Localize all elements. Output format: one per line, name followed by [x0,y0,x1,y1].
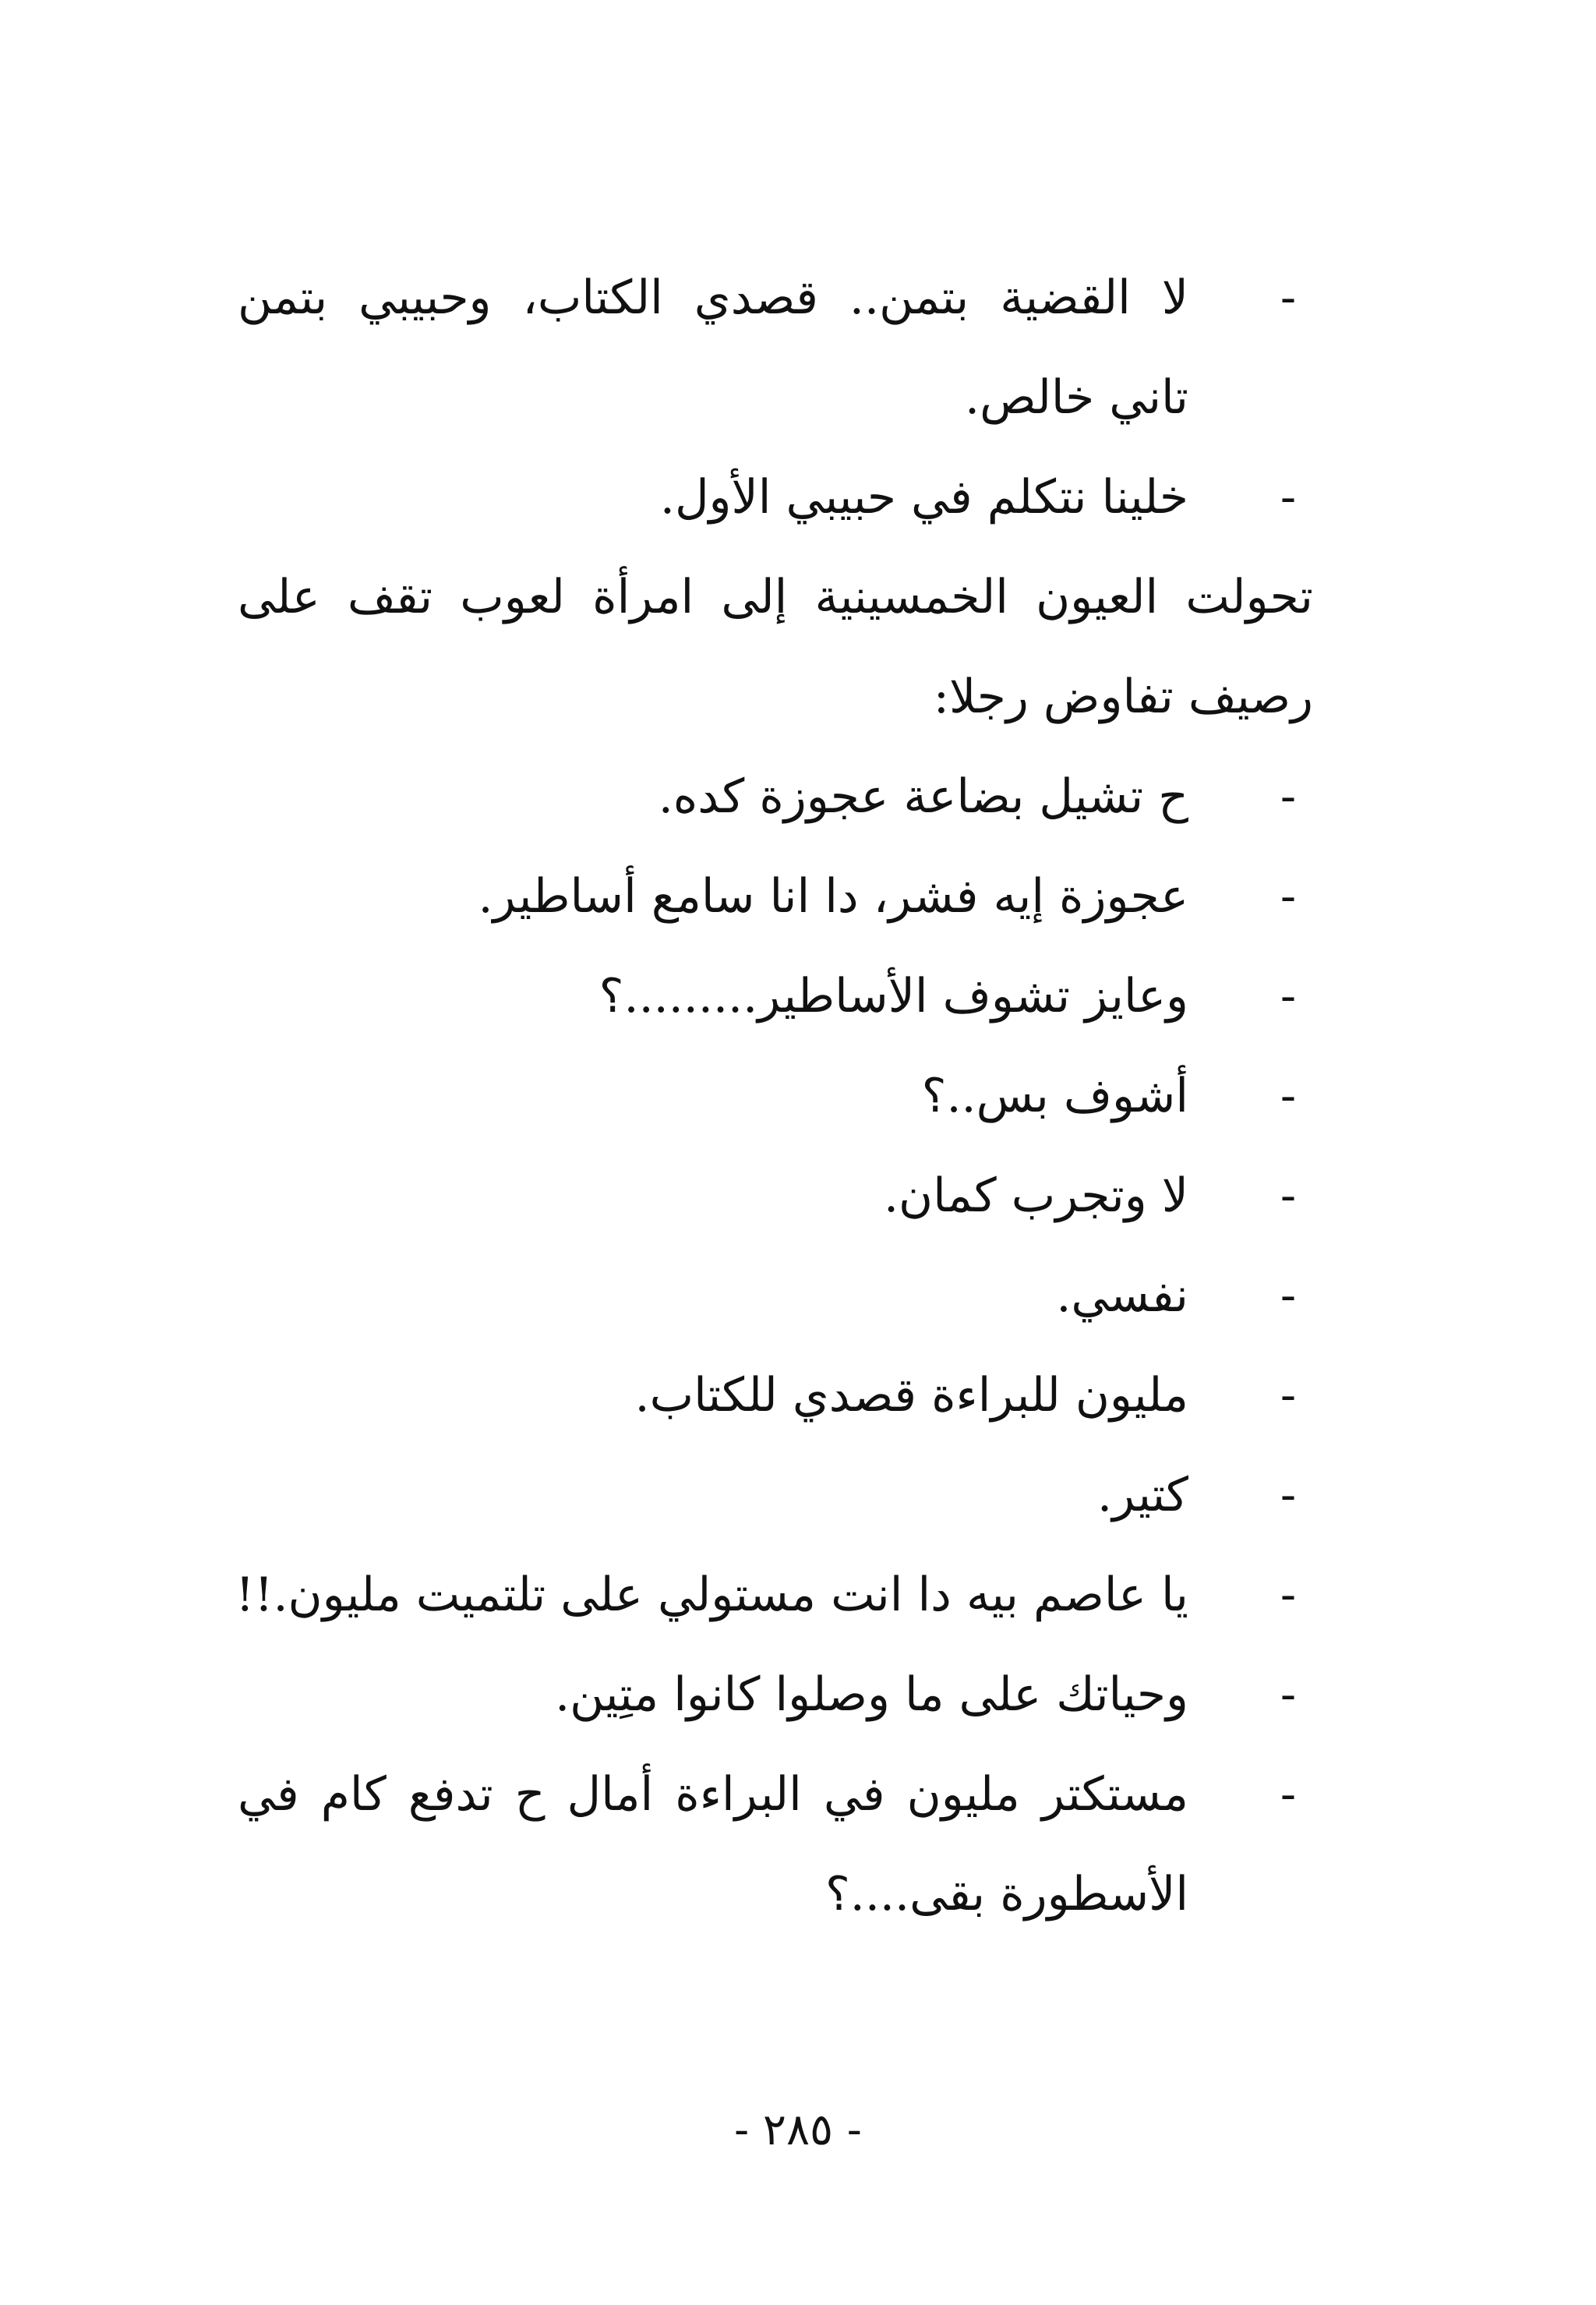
line-text: تاني خالص. [965,370,1188,425]
line-text: وحياتك على ما وصلوا كانوا متِين. [555,1667,1188,1722]
line-text: يا عاصم بيه دا انت مستولي على تلتميت مليون.!! [235,1568,1188,1622]
line-text: لا وتجرب كمان. [883,1168,1188,1223]
dialogue-line [238,1246,1313,1345]
dialogue-line [238,1345,1313,1445]
line-text: ح تشيل بضاعة عجوزة كده. [658,769,1188,824]
dialogue-line [238,1645,1313,1745]
line-text: الأسطورة بقى....؟ [824,1867,1188,1921]
dialogue-dash: - [1280,769,1297,824]
narration-line [238,647,1313,747]
dialogue-line [238,946,1313,1046]
line-text: وعايز تشوف الأساطير.........؟ [598,969,1188,1023]
dialogue-line [238,1445,1313,1545]
dialogue-dash: - [1280,1468,1297,1522]
dialogue-line [238,248,1313,348]
page-number: - ٢٨٥ - [734,2105,862,2155]
page-body [235,248,1313,1944]
dialogue-line [238,847,1313,946]
dialogue-line [238,1146,1313,1246]
dialogue-dash: - [1280,1767,1297,1822]
line-text: عجوزة إيه فشر، دا انا سامع أساطير. [478,869,1188,924]
line-text: مستكتر مليون في البراءة أمال ح تدفع كام في [238,1767,1188,1822]
dialogue-line [235,1545,1313,1645]
line-text: رصيف تفاوض رجلا: [933,670,1313,724]
dialogue-dash: - [1280,1268,1297,1323]
dialogue-dash: - [1280,470,1297,525]
dialogue-dash: - [1280,1667,1297,1722]
dialogue-dash: - [1280,1069,1297,1123]
dialogue-line [238,1745,1313,1844]
continuation-line [238,348,1313,447]
dialogue-line [238,447,1313,547]
line-text: أشوف بس..؟ [921,1069,1188,1123]
line-text: لا القضية بتمن.. قصدي الكتاب، وحبيبي بتمن [238,270,1188,325]
narration-line [238,547,1313,647]
dialogue-dash: - [1280,1568,1297,1622]
line-text: مليون للبراءة قصدي للكتاب. [634,1368,1188,1423]
continuation-line [238,1844,1313,1944]
dialogue-line [238,747,1313,847]
dialogue-dash: - [1280,1368,1297,1423]
line-text: تحولت العيون الخمسينية إلى امرأة لعوب تقف على [238,570,1313,624]
line-text: نفسي. [1056,1268,1188,1323]
dialogue-dash: - [1280,969,1297,1023]
dialogue-line [238,1046,1313,1146]
dialogue-dash: - [1280,270,1297,325]
dialogue-dash: - [1280,1168,1297,1223]
line-text: خلينا نتكلم في حبيبي الأول. [659,470,1188,525]
dialogue-dash: - [1280,869,1297,924]
line-text: كتير. [1097,1468,1188,1522]
